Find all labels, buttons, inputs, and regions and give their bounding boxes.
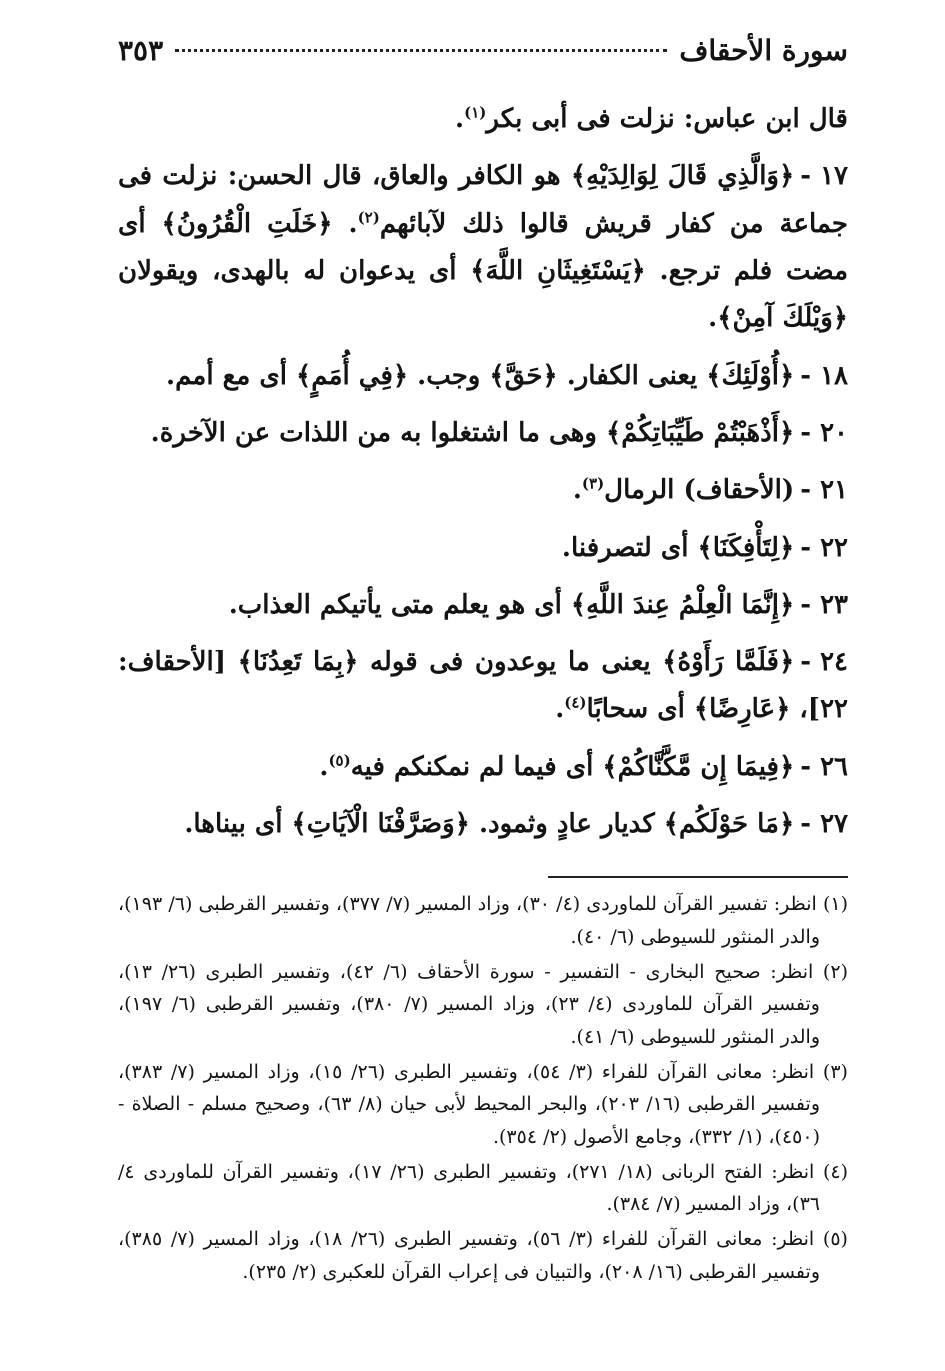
verse-number: ٢٤ -	[800, 647, 848, 678]
commentary-text-end: . ﴿خَلَتِ الْقُرُونُ﴾ أى مضت فلم ترجع. ﴿يَسْتَغِيثَانِ اللَّهَ﴾ أى يدعوان له بالهدى، ويقولان ﴿وَيْلَكَ آمِنْ﴾.	[118, 208, 848, 334]
commentary-text: ﴿فِيمَا إِن مَّكَّنَّاكُمْ﴾ أى فيما لم نمكنكم فيه	[350, 751, 795, 782]
verse-number: ١٨ -	[800, 360, 848, 391]
commentary-paragraph	[118, 744, 848, 791]
commentary-paragraph	[118, 410, 848, 457]
commentary-text: ﴿أَذْهَبْتُمْ طَيِّبَاتِكُمْ﴾ وهى ما اشتغلوا به من اللذات عن الآخرة.	[150, 417, 795, 448]
footnote-reference: (٥)	[328, 751, 351, 770]
page-number: ٣٥٣	[118, 34, 164, 67]
commentary-text-end: .	[555, 694, 565, 725]
commentary-text: ﴿فَلَمَّا رَأَوْهُ﴾ يعنى ما يوعدون فى قوله ﴿بِمَا تَعِدُنَا﴾ [الأحقاف: ٢٢]، ﴿عَارِضًا﴾ أى سحابًا	[118, 647, 848, 725]
commentary-text: ﴿لِتَأْفِكَنَا﴾ أى لتصرفنا.	[561, 532, 795, 563]
running-header	[118, 34, 848, 76]
commentary-text: ﴿أُوْلَئِكَ﴾ يعنى الكفار. ﴿حَقَّ﴾ وجب. ﴿فِي أُمَمٍ﴾ أى مع أمم.	[166, 360, 795, 391]
footnote: (٤) انظر: الفتح الربانى (١٨/ ٢٧١)، وتفسير الطبرى (٢٦/ ١٧)، وتفسير القرآن للماوردى ٤/ ٣٦)، وزاد المسير (٧/ ٣٨٤).	[118, 1160, 849, 1216]
footnote: (١) انظر: تفسير القرآن للماوردى (٤/ ٣٠)، وزاد المسير (٧/ ٣٧٧)، وتفسير القرطبى (٦/ ١٩٣)، والدر المنثور للسيوطى (٦/ ٤٠).	[118, 893, 849, 949]
footnote: (٥) انظر: معانى القرآن للفراء (٣/ ٥٦)، وتفسير الطبرى (٢٦/ ١٨)، وزاد المسير (٧/ ٣٨٥)، وتفسير القرطبى (١٦/ ٢٠٨)، والتبيان فى إعراب القرآن للعكبرى (٢/ ٢٣٥).	[118, 1228, 848, 1283]
commentary-text: ﴿مَا حَوْلَكُم﴾ كديار عادٍ وثمود. ﴿وَصَرَّفْنَا الْآيَاتِ﴾ أى بيناها.	[184, 809, 795, 840]
document-page	[118, 34, 848, 1290]
verse-number: ٢١ -	[800, 475, 848, 506]
footnote: (٣) انظر: معانى القرآن للفراء (٣/ ٥٤)، وتفسير الطبرى (٢٦/ ١٥)، وزاد المسير (٧/ ٣٨٣)، وتفسير القرطبى (١٦/ ٢٠٣)، والبحر المحيط لأبى حيان (٨/ ٦٣)، وصحيح مسلم - الصلاة - (٤٥٠)، (١/ ٣٣٢)، وجامع الأصول (٢/ ٣٥٤).	[118, 1060, 848, 1149]
commentary-text: (الأحقاف) الرمال	[604, 475, 795, 506]
commentary-paragraph	[118, 96, 848, 143]
commentary-paragraph	[118, 582, 848, 629]
commentary-text: قال ابن عباس: نزلت فى أبى بكر	[486, 104, 848, 134]
footnotes	[118, 888, 848, 1288]
commentary-paragraph	[118, 639, 848, 734]
commentary-paragraph	[118, 467, 848, 514]
footnote-reference: (٢)	[357, 207, 380, 226]
footnote-separator	[548, 876, 848, 878]
commentary-paragraph	[118, 353, 848, 400]
footnote-reference: (٤)	[564, 693, 587, 712]
verse-number: ٢٠ -	[800, 417, 848, 448]
commentary-text: ﴿وَالَّذِي قَالَ لِوَالِدَيْهِ﴾ هو الكافر والعاق، قال الحسن: نزلت فى جماعة من كفار قريش قالوا ذلك لآبائهم	[118, 161, 848, 239]
commentary-paragraph	[118, 801, 848, 848]
commentary-text-end: .	[455, 104, 465, 134]
footnote-reference: (١)	[464, 103, 487, 122]
footnote-reference: (٣)	[581, 474, 605, 493]
verse-number: ٢٣ -	[800, 589, 848, 620]
header-dot-leader	[175, 49, 667, 52]
commentary-text-end: .	[572, 475, 582, 506]
commentary-paragraph	[118, 525, 848, 572]
verse-number: ٢٦ -	[800, 751, 848, 782]
surah-title: سورة الأحقاف	[679, 34, 848, 67]
commentary-body	[118, 96, 848, 848]
verse-number: ٢٧ -	[800, 809, 848, 840]
footnote: (٢) انظر: صحيح البخارى - التفسير - سورة الأحقاف (٦/ ٤٢)، وتفسير الطبرى (٢٦/ ١٣)، وتفسير القرآن للماوردى (٤/ ٢٣)، وزاد المسير (٧/ ٣٨٠)، وتفسير القرطبى (٦/ ١٩٧)، والدر المنثور للسيوطى (٦/ ٤١).	[118, 960, 848, 1049]
verse-number: ١٧ -	[800, 161, 848, 192]
commentary-text-end: .	[319, 751, 329, 782]
commentary-text: ﴿إِنَّمَا الْعِلْمُ عِندَ اللَّهِ﴾ أى هو يعلم متى يأتيكم العذاب.	[228, 589, 795, 620]
commentary-paragraph	[118, 153, 848, 342]
verse-number: ٢٢ -	[800, 532, 848, 563]
